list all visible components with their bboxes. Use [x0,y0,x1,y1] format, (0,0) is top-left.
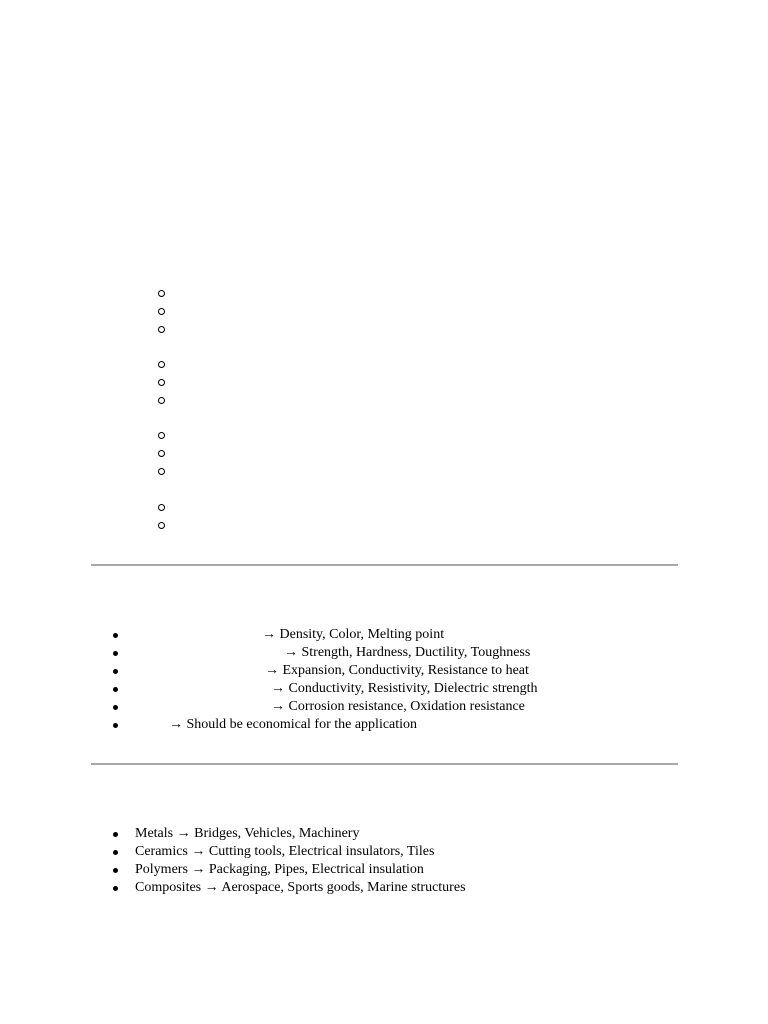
list-item-text: → Corrosion resistance, Oxidation resistance [271,699,525,714]
list-item-text: → Conductivity, Resistivity, Dielectric strength [271,681,538,696]
bullet-dot [113,705,118,710]
sub-list-bullet [157,499,165,517]
bullet-dot [113,832,118,837]
bullet-dot [113,723,118,728]
bullet-dot [113,886,118,891]
list-item-text: → Strength, Hardness, Ductility, Toughness [284,645,531,660]
bullet-dot [113,868,118,873]
bullet-dot [113,633,118,638]
bullet-dot [113,687,118,692]
list-item-text: Metals → Bridges, Vehicles, Machinery [135,826,360,841]
list-item-text: → Density, Color, Melting point [262,627,445,642]
horizontal-rule [91,564,678,566]
bullet-dot [113,651,118,656]
horizontal-rule [91,763,678,765]
sub-list-bullet [157,303,165,321]
list-item-text: Polymers → Packaging, Pipes, Electrical insulation [135,862,424,877]
bullet-dot [113,850,118,855]
sub-list-bullet [157,374,165,392]
sub-list-bullet [157,517,165,535]
sub-list-bullet [157,285,165,303]
sub-list-bullet [157,392,165,410]
sub-list-bullet [157,445,165,463]
list-item-text: Ceramics → Cutting tools, Electrical insulators, Tiles [135,844,435,859]
sub-list-bullet [157,463,165,481]
sub-list-bullet [157,356,165,374]
list-item-text: Composites → Aerospace, Sports goods, Marine structures [135,880,466,895]
list-item-text: → Should be economical for the application [169,717,418,732]
sub-list-bullet [157,427,165,445]
list-item-text: → Expansion, Conductivity, Resistance to heat [265,663,529,678]
bullet-dot [113,669,118,674]
sub-list-bullet [157,321,165,339]
